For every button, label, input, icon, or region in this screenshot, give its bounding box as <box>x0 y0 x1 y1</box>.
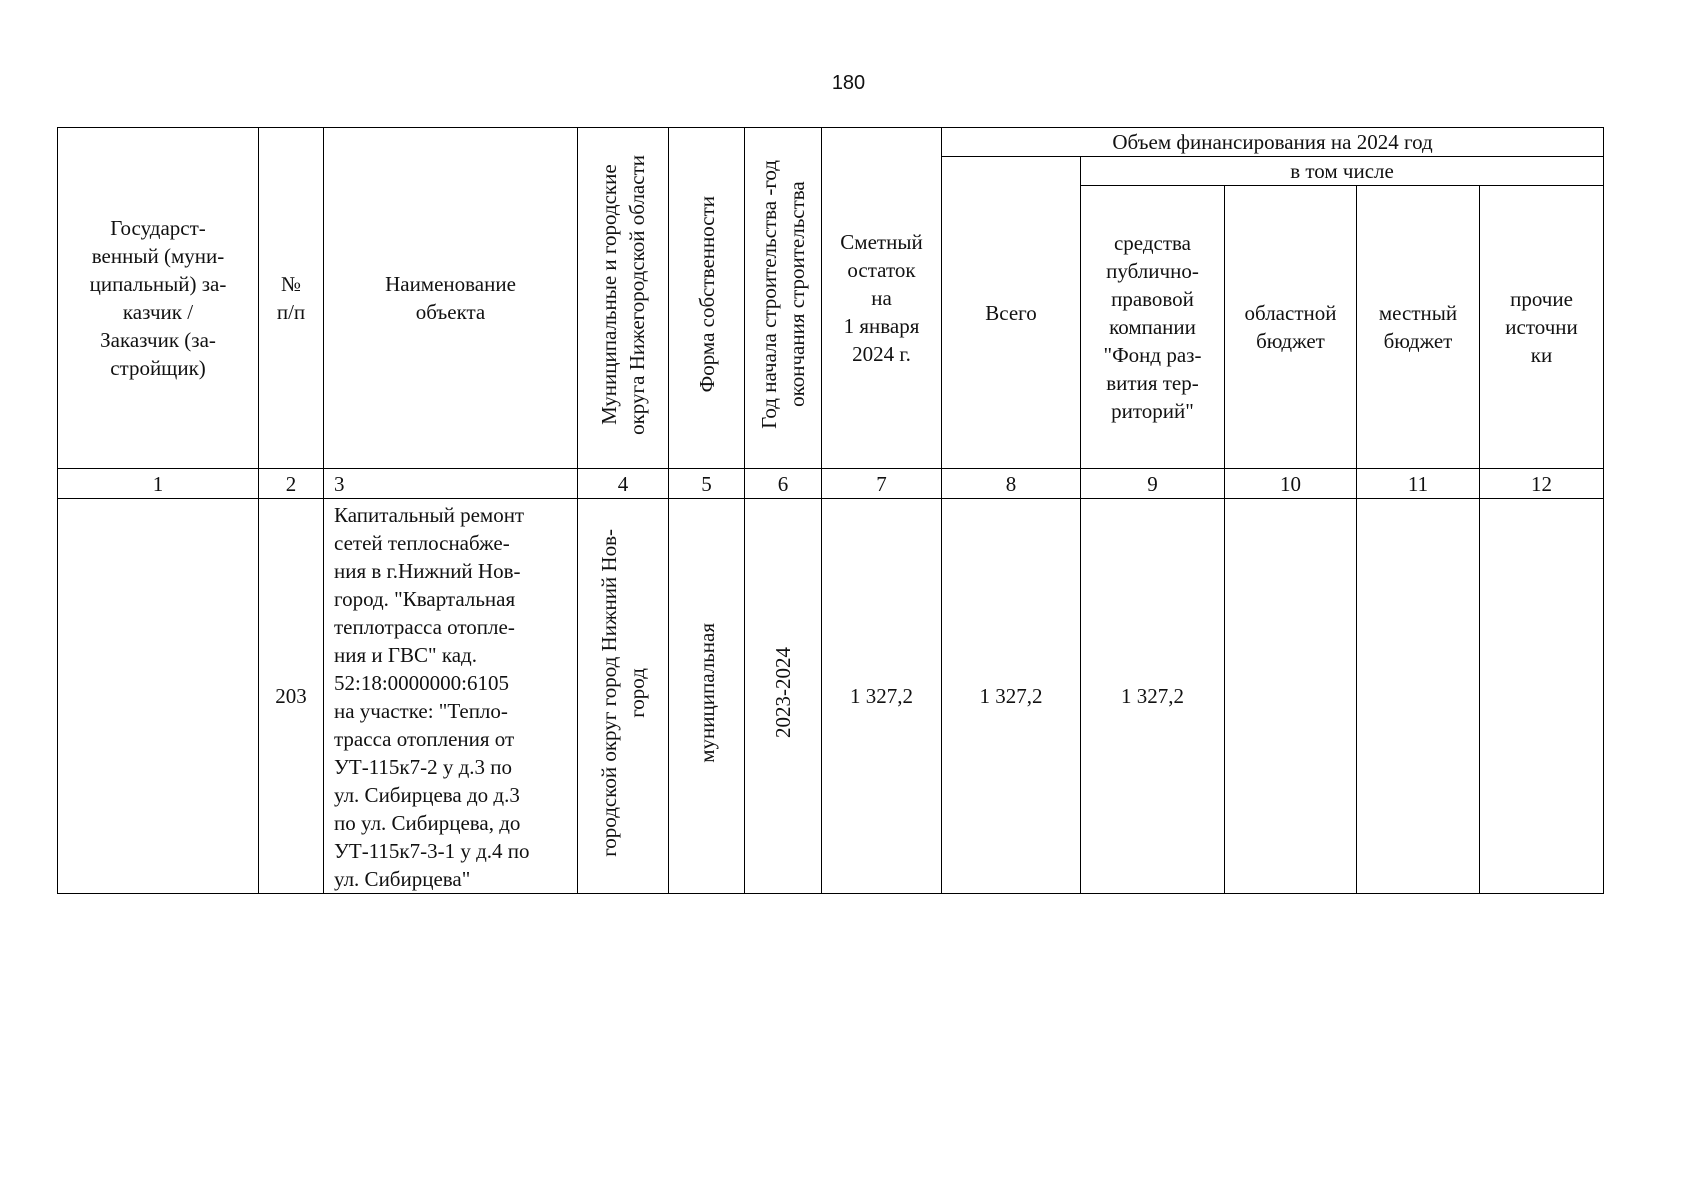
header-years <box>745 128 822 469</box>
header-ownership <box>669 128 745 469</box>
row-years-text: 2023-2024 <box>771 647 795 738</box>
column-number: 10 <box>1225 469 1357 499</box>
column-number: 3 <box>324 469 578 499</box>
column-number: 2 <box>259 469 324 499</box>
header-total: Всего <box>942 157 1081 469</box>
column-number: 5 <box>669 469 745 499</box>
row-total: 1 327,2 <box>942 499 1081 894</box>
column-number: 9 <box>1081 469 1225 499</box>
row-other-sources <box>1480 499 1604 894</box>
column-number: 12 <box>1480 469 1604 499</box>
column-number-row <box>58 469 1604 499</box>
header-regional-budget: областной бюджет <box>1225 186 1357 469</box>
column-number: 11 <box>1357 469 1480 499</box>
header-local-budget: местный бюджет <box>1357 186 1480 469</box>
row-years <box>745 499 822 894</box>
page-number: 180 <box>831 72 866 94</box>
column-number: 7 <box>822 469 942 499</box>
header-ownership-text: Форма собственности <box>694 196 719 393</box>
header-other-sources: прочие источни ки <box>1480 186 1604 469</box>
header-municipality <box>578 128 669 469</box>
column-number: 4 <box>578 469 669 499</box>
column-number: 8 <box>942 469 1081 499</box>
row-municipality-text: городской округ город Нижний Нов- город <box>597 528 649 857</box>
financing-table <box>57 127 1604 894</box>
row-ownership-text: муниципальная <box>694 622 719 763</box>
header-municipality-text: Муниципальные и городские округа Нижегородской области <box>597 154 649 435</box>
row-estimate-balance: 1 327,2 <box>822 499 942 894</box>
header-object-name: Наименование объекта <box>324 128 578 469</box>
row-number: 203 <box>259 499 324 894</box>
header-years-text: Год начала строительства -год окончания строительства <box>757 160 809 429</box>
header-estimate-balance: Сметный остаток на 1 января 2024 г. <box>822 128 942 469</box>
row-local-budget <box>1357 499 1480 894</box>
row-object-name: Капитальный ремонт сетей теплоснабже- ния в г.Нижний Нов- город. "Квартальная теплотрасса отопле- ния и ГВС" кад. 52:18:0000000:6105 на участке: "Тепло- трасса отопления от УТ-115к7-2 у д.3 по ул. Сибирцева до д.3 по ул. Сибирцева, до УТ-115к7-3-1 у д.4 по ул. Сибирцева" <box>324 499 578 894</box>
table-row <box>58 499 1604 894</box>
header-including: в том числе <box>1081 157 1604 186</box>
row-fund-means: 1 327,2 <box>1081 499 1225 894</box>
row-ownership <box>669 499 745 894</box>
header-funding-volume: Объем финансирования на 2024 год <box>942 128 1604 157</box>
header-fund-means: средства публично- правовой компании "Фонд раз- вития тер- риторий" <box>1081 186 1225 469</box>
row-regional-budget <box>1225 499 1357 894</box>
column-number: 1 <box>58 469 259 499</box>
row-customer <box>58 499 259 894</box>
column-number: 6 <box>745 469 822 499</box>
header-customer: Государст- венный (муни- ципальный) за- казчик / Заказчик (за- стройщик) <box>58 128 259 469</box>
row-municipality <box>578 499 669 894</box>
header-number: № п/п <box>259 128 324 469</box>
